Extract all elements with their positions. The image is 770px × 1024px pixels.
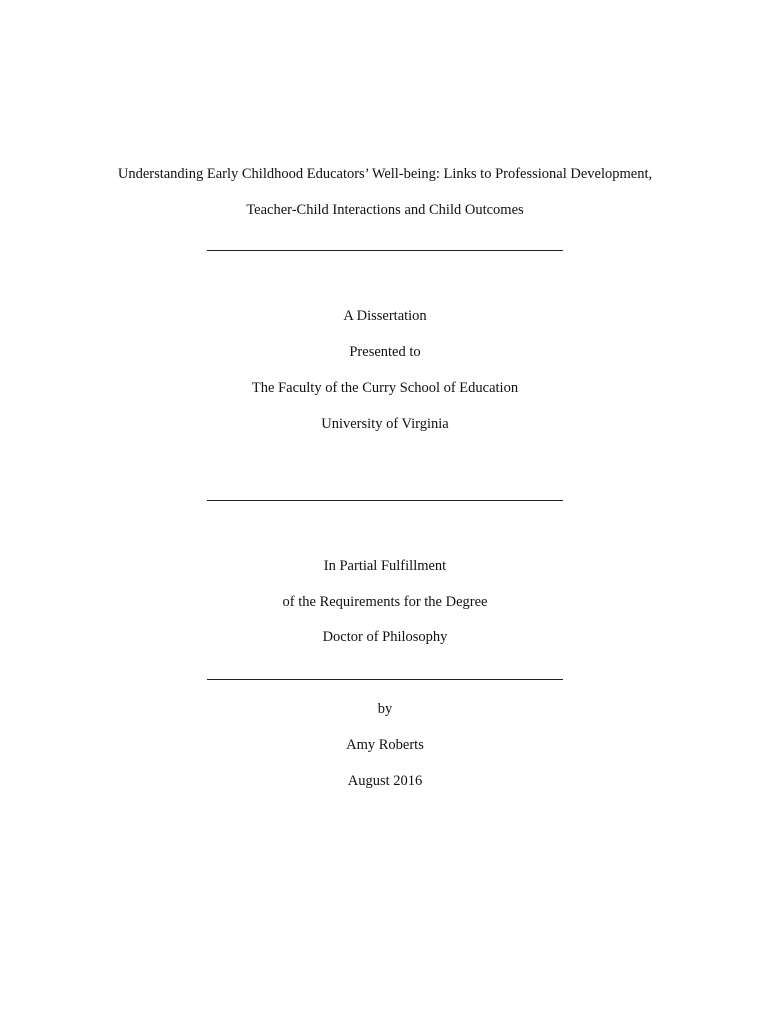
by-label: by xyxy=(377,701,393,717)
submission-date: August 2016 xyxy=(347,773,423,789)
divider-rule-1 xyxy=(207,250,563,251)
divider-rule-3 xyxy=(207,679,563,680)
dissertation-label: A Dissertation xyxy=(343,308,427,324)
divider-rule-2 xyxy=(207,500,563,501)
author-name: Amy Roberts xyxy=(346,737,424,753)
degree-name: Doctor of Philosophy xyxy=(322,629,448,645)
partial-fulfillment-label: In Partial Fulfillment xyxy=(323,558,447,574)
university-name: University of Virginia xyxy=(321,416,449,432)
faculty-name: The Faculty of the Curry School of Education xyxy=(251,380,519,396)
requirements-label: of the Requirements for the Degree xyxy=(282,594,488,610)
dissertation-title-line-2: Teacher-Child Interactions and Child Outcomes xyxy=(246,202,524,218)
presented-to-label: Presented to xyxy=(349,344,421,360)
dissertation-title-line-1: Understanding Early Childhood Educators’ Well-being: Links to Professional Development, xyxy=(117,166,653,182)
